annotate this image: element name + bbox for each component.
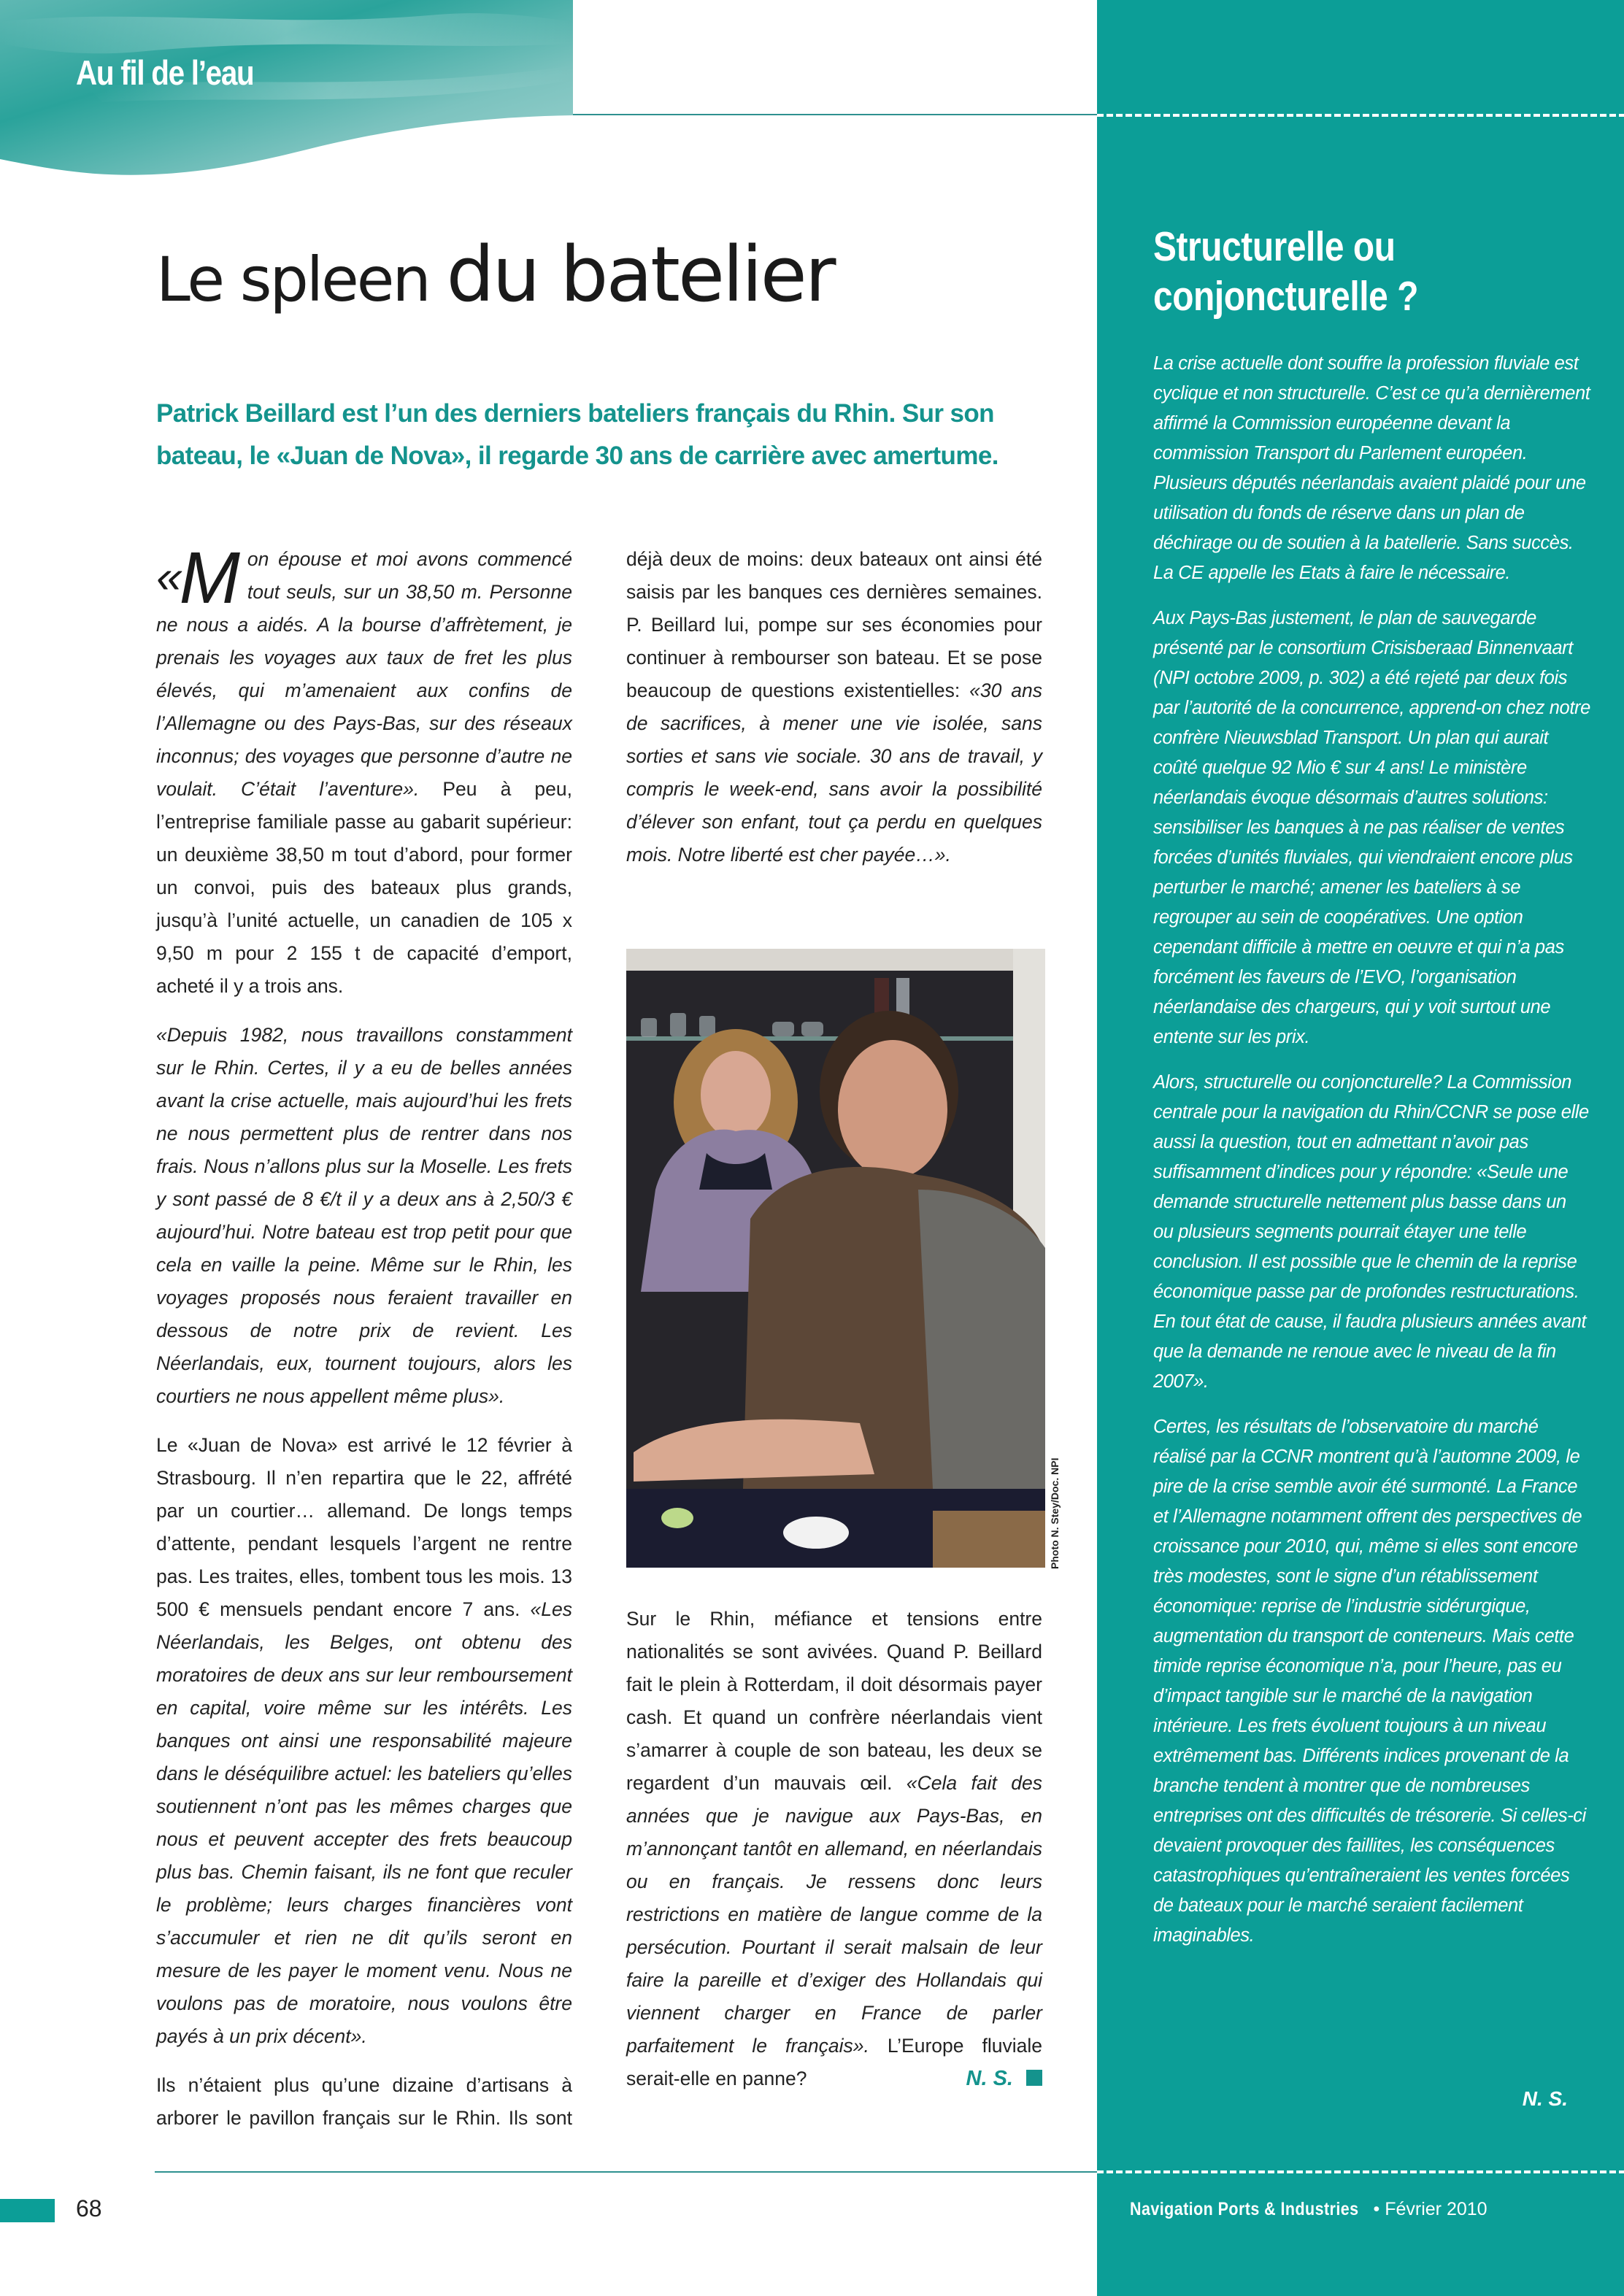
article-lead: Patrick Beillard est l’un des derniers bateliers français du Rhin. Sur son bateau, le «Juan de Nova», il regarde 30 ans de carrière avec amertume. [156,399,998,470]
drop-cap-letter: M [179,537,240,619]
photo-credit: Photo N. Stey/Doc. NPI [1049,1457,1061,1569]
end-mark-icon [1026,2070,1042,2086]
author-signature [966,2062,1042,2095]
sidebar-paragraph: La crise actuelle dont souffre la profession fluviale est cyclique et non structurelle. C’est ce qu’a dernièrement affirmé la Commission européenne devant la commission Transport du Parlement européen. Plusieurs députés néerlandais avaient plaidé pour une utilisation du fonds de réserve dans un plan de déchirage ou de soutien à la batellerie. Sans succès. La CE appelle les Etats à faire le nécessaire. [1153,353,1590,583]
footer-rule [155,2171,1097,2173]
sidebar-title: Structurelle ou conjoncturelle ? [1153,223,1419,320]
sidebar-paragraph: Certes, les résultats de l’observatoire du marché réalisé par la CCNR montrent qu’à l’automne 2009, le pire de la crise semble avoir été surmonté. La France et l’Allemagne notamment offrent des perspectives de croissance pour 2010, qui, même si elles sont encore très modestes, sont le signe d’un rétablissement économique: reprise de l’industrie sidérurgique, augmentation du transport de conteneurs. Mais cette timide reprise économique n’a, pour l’heure, pas eu d’impact tangible sur le marché de la navigation intérieure. Les frets évoluent toujours à un niveau extrêmement bas. Différents indices provenant de la branche tendent à montrer que de nombreuses entreprises ont des difficultés de trésorerie. Si celles-ci devaient provoquer des faillites, les conséquences catastrophiques qu’entraîneraient les ventes forcées de bateaux pour le marché seraient facilement imaginables. [1153,1417,1586,1946]
sidebar-box [1097,0,1624,2296]
body-text: Sur le Rhin, méfiance et tensions entre nationalités se sont avivées. Quand P. Beillard fait le plein à Rotterdam, il doit désormais payer cash. Et quand un confrère néerlandais vient s’amarrer à couple de son bateau, les deux se regardent d’un mauvais œil. [626,1608,1042,1794]
quote-text: «30 ans de sacrifices, à mener une vie isolée, sans sorties et sans vie sociale. 30 ans de travail, y compris le week-end, sans avoir la possibilité d’élever son enfant, tout ça perdu en quelques mois. Notre liberté est cher payée…». [626,679,1042,866]
page-number: 68 [76,2195,102,2222]
article-title-part2: du batelier [446,230,834,319]
sidebar-paragraph: Alors, structurelle ou conjoncturelle? La Commission centrale pour la navigation du Rhin/CCNR se pose elle aussi la question, tout en admettant n’avoir pas suffisamment d’indices pour y répondre: «Seule une demande structurelle nettement plus basse dans un ou plusieurs segments pourrait étayer une telle conclusion. Il est possible que le chemin de la reprise économique passe par de profondes restructurations. En tout état de cause, il faudra plusieurs années avant que la demande ne renoue avec le niveau de la fin 2007». [1153,1072,1589,1392]
magazine-name: Navigation Ports & Industries [1130,2199,1359,2219]
header-rule [573,114,1097,115]
paragraph-3 [156,1429,572,2053]
separator: • [1368,2199,1385,2219]
sidebar-dashed-rule-top [1097,114,1624,117]
paragraph-5 [626,1603,1042,2095]
paragraph-2: «Depuis 1982, nous travaillons constamment sur le Rhin. Certes, il y a eu de belles années avant la crise actuelle, mais aujourd’hui les frets ne nous permettent plus de rentrer dans nos frais. Nous n’allons plus sur la Moselle. Les frets y sont passé de 8 €/t il y a deux ans à 2,50/3 € aujourd’hui. Notre bateau est trop petit pour que cela en vaille la peine. Même sur le Rhin, les voyages proposés nous feraient travailler en dessous de notre prix de revient. Les Néerlandais, eux, tournent toujours, alors les courtiers ne nous appellent même plus». [156,1024,572,1407]
body-text: Ils n’étaient plus qu’une dizaine d’artisans à arborer le pavillon français sur le Rhin. Ils sont déjà deux de moins: deux bateaux ont ainsi été saisis par les banques ces dernières semaines. P. Beillard lui, pompe sur ses économies pour continuer à rembourser son bateau. Et se pose beaucoup de questions existentielles: [156,548,1042,2129]
paragraph-1 [156,537,572,1003]
footer-publication [1130,2199,1488,2220]
quote-text: on épouse et moi avons commencé tout seuls, sur un 38,50 m. Personne ne nous a aidés. A la bourse d’affrètement, je prenais les voyages aux taux de fret les plus élevés, qui m’amenaient aux confins de l’Allemagne ou des Pays-Bas, sur des réseaux inconnus; des voyages que personne d’autre ne voulait. C’était l’aventure». [156,548,572,800]
sidebar-dashed-rule-bottom [1097,2170,1624,2173]
sidebar-body [1153,349,1591,1966]
drop-cap-guillemet: « [156,550,182,603]
body-text: L’Europe fluviale serait-elle en panne? [626,2035,1042,2089]
article-title-part1: Le spleen [156,244,447,315]
drop-cap [156,537,240,619]
issue-date: Février 2010 [1385,2199,1488,2219]
body-text: Le «Juan de Nova» est arrivé le 12 février à Strasbourg. Il n’en repartira que le 22, affrété par un courtier… allemand. De longs temps d’attente, pendant lesquels l’argent ne rentre pas. Les traites, elles, tombent tous les mois. 13 500 € mensuels pendant encore 7 ans. [156,1434,572,1620]
article-title [156,230,834,319]
page-tab-marker [0,2199,55,2222]
quote-text: «Cela fait des années que je navigue aux Pays-Bas, en m’annonçant tantôt en allemand, en néerlandais ou en français. Je ressens donc leurs restrictions en matière de langue comme de la persécution. Pourtant il serait malsain de leur faire la pareille et d’exiger des Hollandais qui viennent charger en France de parler parfaitement le français». [626,1772,1042,2057]
sidebar-paragraph: Aux Pays-Bas justement, le plan de sauvegarde présenté par le consortium Crisisberaad Binnenvaart (NPI octobre 2009, p. 302) a été rejeté par deux fois par l’autorité de la concurrence, apprend-on chez notre confrère Nieuwsblad Transport. Un plan qui aurait coûté quelque 92 Mio € sur 4 ans! Le ministère néerlandais évoque désormais d’autres solutions: sensibiliser les banques à ne pas réaliser de ventes forcées d’unités fluviales, qui viendraient encore plus perturber le marché; amener les bateliers à se regrouper au sein de coopératives. Une option cependant difficile à mettre en oeuvre et qui n’a pas forcément les faveurs de l’EVO, l’organisation néerlandaise des chargeurs, qui y voit surtout une entente sur les prix. [1153,608,1590,1047]
body-text: Peu à peu, l’entreprise familiale passe au gabarit supérieur: un deuxième 38,50 m tout d’abord, pour former un convoi, puis des bateaux plus grands, jusqu’à l’unité actuelle, un canadien de 105 x 9,50 m pour 2 155 t de capacité d’emport, acheté il y a trois ans. [156,778,572,997]
author-initials: N. S. [966,2067,1013,2090]
section-label: Au fil de l’eau [76,53,254,92]
article-column-right-bottom [626,1603,1042,2111]
sidebar-signature: N. S. [1522,2087,1568,2110]
quote-text: «Les Néerlandais, les Belges, ont obtenu des moratoires de deux ans sur leur remboursement en capital, voire même sur les intérêts. Les banques ont ainsi une responsabilité majeure dans le déséquilibre actuel: les bateliers qu’elles soutiennent n’ont pas les mêmes charges que nous et peuvent accepter des frets beaucoup plus bas. Chemin faisant, ils ne font que reculer le problème; leurs charges financières vont s’accumuler et rien ne dit qu’ils seront en mesure de les payer le moment venu. Nous ne voulons pas de moratoire, nous voulons être payés à un prix décent». [156,1598,572,2047]
article-photo [626,949,1045,1568]
